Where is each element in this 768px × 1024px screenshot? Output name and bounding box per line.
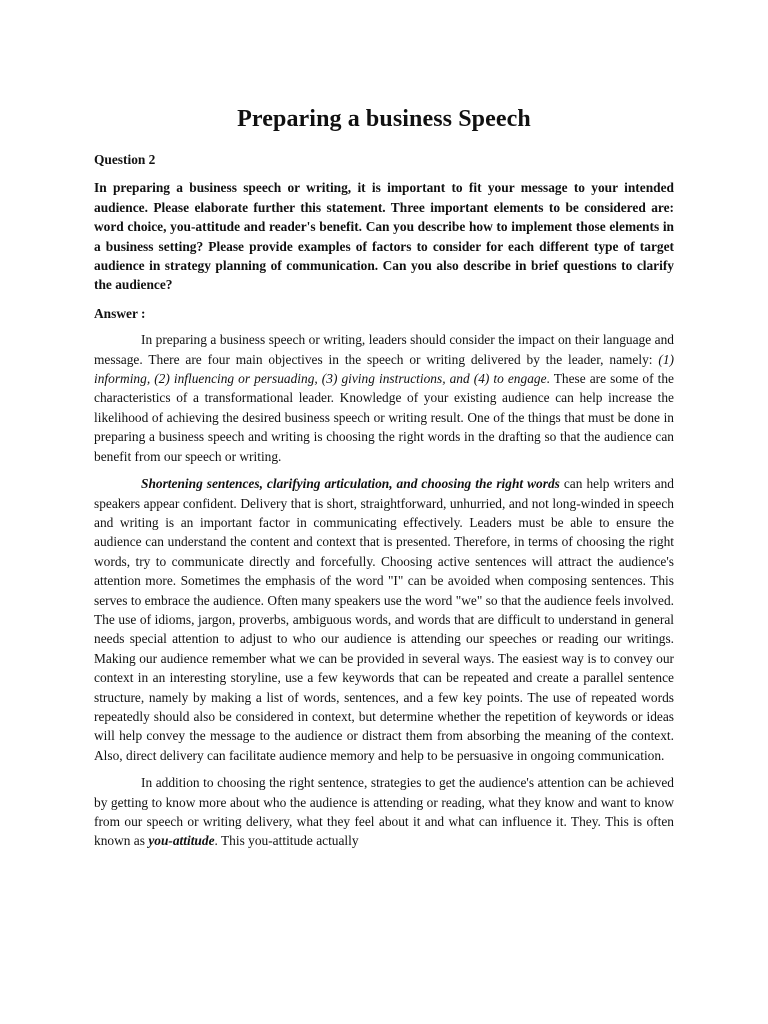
emphasis-right-words: Shortening sentences, clarifying articulation, and choosing the right words bbox=[141, 476, 560, 492]
answer-label: Answer : bbox=[94, 305, 146, 321]
page-title: Preparing a business Speech bbox=[237, 106, 531, 132]
answer-paragraph-1 bbox=[94, 330, 674, 466]
paragraph-3-text-c: . This you-attitude actually bbox=[214, 833, 359, 849]
paragraph-2-text-b: can help writers and speakers appear confident. Delivery that is short, straightforward, unhurried, and not long-winded in speech and writing is an important factor in communicating effectively. Leaders must be able to ensure the audience can understand the content and context that is presented. Therefore, in terms of choosing the right words, try to communicate directly and forcefully. Choosing active sentences will attract the audience's attention more. Sometimes the emphasis of the word "I" can be avoided when composing sentences. This serves to embrace the audience. Often many speakers use the word "we" so that the audience feels involved. The use of idioms, jargon, proverbs, ambiguous words, and words that are difficult to understand in general needs special attention to adjust to who our audience is attending our speeches or reading our writings. Making our audience remember what we can be provided in several ways. The easiest way is to convey our context in an interesting storyline, use a few keywords that can be repeated and create a parallel sentence structure, namely by making a list of words, sentences, and a few key points. The use of repeated words repeatedly should also be considered in context, but determine whether the repetition of keywords or ideas will help convey the message to the audience or distract them from absorbing the meaning of the context. Also, direct delivery can facilitate audience memory and help to be persuasive in ongoing communication. bbox=[94, 476, 675, 763]
question-label: Question 2 bbox=[94, 152, 156, 167]
paragraph-3-text-a: In addition to choosing the right sentence, strategies to get the audience's attention can be achieved by getting to know more about who the audience is attending or reading, what they know and want to know from our speech or writing delivery, what they feel about it and what can influence it. They. This is often known as bbox=[94, 775, 674, 849]
question-text: In preparing a business speech or writing, it is important to fit your message to your intended audience. Please elaborate further this statement. Three important elements to be considered are: word choice, you-attitude and reader's benefit. Can you describe how to implement those elements in a business setting? Please provide examples of factors to consider for each different type of target audience in strategy planning of communication. Can you also describe in brief questions to clarify the audience? bbox=[94, 180, 674, 293]
paragraph-1-text-a: In preparing a business speech or writing, leaders should consider the impact on their language and message. There are four main objectives in the speech or writing delivered by the leader, namely: bbox=[94, 332, 674, 367]
answer-paragraph-3 bbox=[94, 773, 674, 851]
document-body bbox=[94, 150, 674, 851]
objectives-list: (1) informing, (2) influencing or persuading, (3) giving instructions, and (4) to engage bbox=[94, 351, 674, 387]
answer-paragraph-2 bbox=[94, 474, 674, 765]
emphasis-you-attitude: you-attitude bbox=[148, 833, 215, 849]
paragraph-1-text-c: . These are some of the characteristics of a transformational leader. Knowledge of your existing audience can help increase the likelihood of achieving the desired business speech or writing result. One of the things that must be done in preparing a business speech and writing is choosing the right words in the drafting so that the audience can benefit from our speech or writing. bbox=[94, 371, 674, 464]
